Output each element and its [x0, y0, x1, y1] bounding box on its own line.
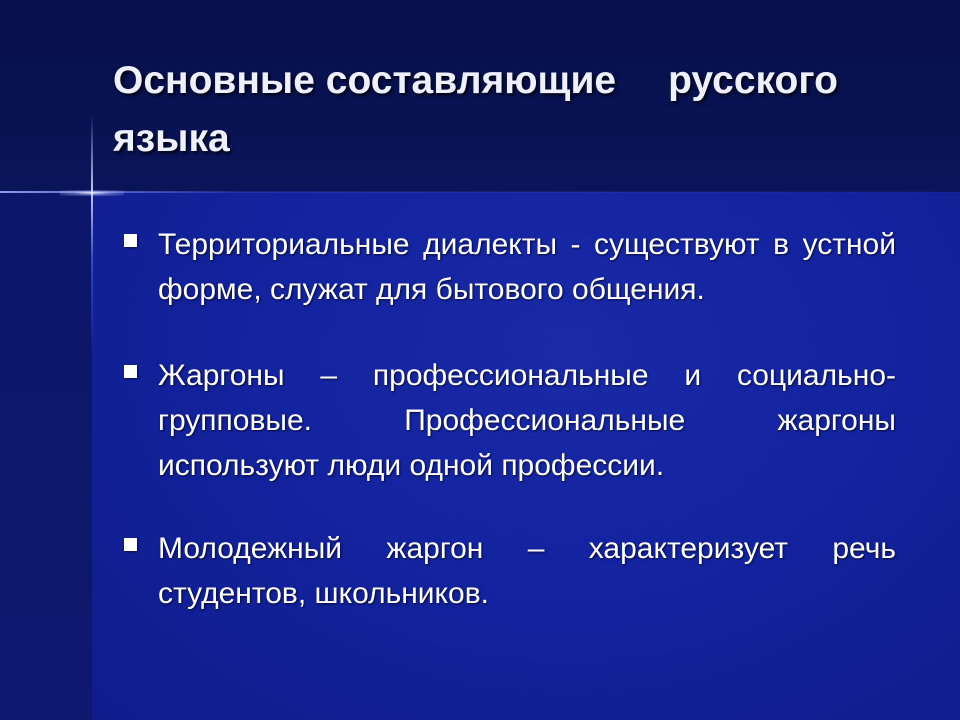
- bullet-text-youth-jargon: Молодежный жаргон – характеризует речь студентов, школьников.: [158, 532, 896, 610]
- left-decor-panel: [0, 192, 92, 720]
- title-text-part3: языка: [113, 117, 230, 160]
- square-bullet-icon: [124, 538, 137, 551]
- title-text-part1: Основные составляющие: [113, 59, 617, 102]
- bullet-text-jargons: Жаргоны – профессиональные и социально-групповые. Профессиональные жаргоны используют люди одной профессии.: [158, 359, 896, 482]
- slide-title: [113, 52, 893, 168]
- square-bullet-icon: [124, 365, 137, 378]
- horizontal-accent-line: [0, 191, 960, 193]
- vertical-accent-line: [91, 115, 93, 355]
- square-bullet-icon: [124, 234, 137, 247]
- bullet-item-dialects: [122, 222, 896, 312]
- sparkle-glow: [60, 190, 124, 196]
- bullet-item-jargons: [122, 353, 896, 488]
- bullet-text-dialects: Территориальные диалекты - существуют в устной форме, служат для бытового общения.: [158, 228, 896, 306]
- title-text-part2: русского: [668, 59, 838, 102]
- bullet-list: [122, 222, 896, 664]
- bullet-item-youth-jargon: [122, 526, 896, 616]
